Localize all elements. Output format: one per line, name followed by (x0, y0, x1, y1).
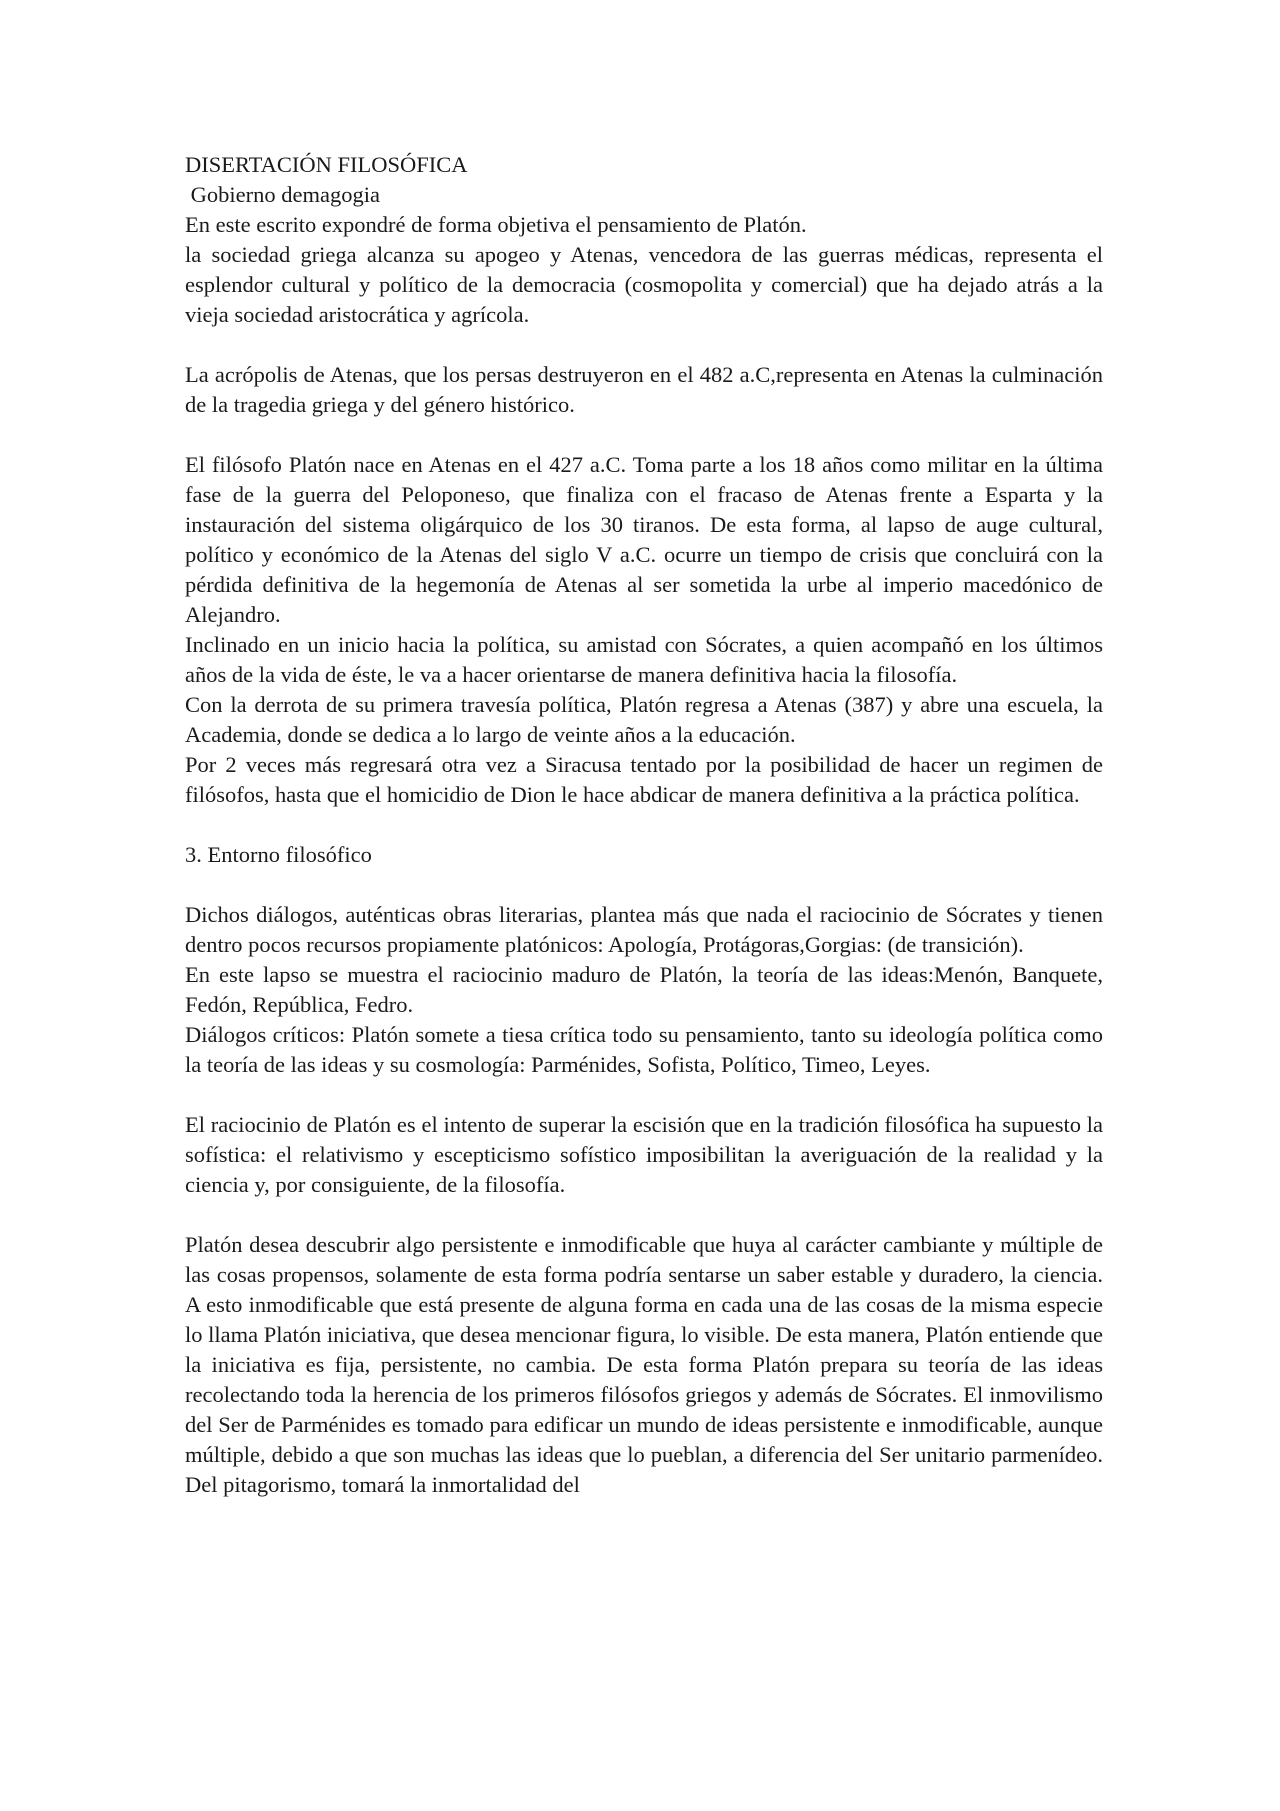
paragraph-gap (185, 420, 1103, 450)
paragraph-critical-dialogues: Diálogos críticos: Platón somete a tiesa crítica todo su pensamiento, tanto su ideología política como la teoría de las ideas y su cosmología: Parménides, Sofista, Político, Timeo, Leyes. (185, 1022, 1103, 1077)
intro-paragraph: En este escrito expondré de forma objetiva el pensamiento de Platón. (185, 212, 807, 237)
paragraph-sophistry: El raciocinio de Platón es el intento de superar la escisión que en la tradición filosófica ha supuesto la sofística: el relativismo y escepticismo sofístico imposibilitan la averiguación de la realidad y la ciencia y, por consiguiente, de la filosofía. (185, 1112, 1103, 1197)
document-page (185, 150, 1103, 1500)
paragraph-mature-dialogues: En este lapso se muestra el raciocinio maduro de Platón, la teoría de las ideas:Menón, Banquete, Fedón, República, Fedro. (185, 962, 1103, 1017)
paragraph-gap (185, 1200, 1103, 1230)
paragraph-society: la sociedad griega alcanza su apogeo y Atenas, vencedora de las guerras médicas, representa el esplendor cultural y político de la democracia (cosmopolita y comercial) que ha dejado atrás a la vieja sociedad aristocrática y agrícola. (185, 242, 1103, 327)
document-title: DISERTACIÓN FILOSÓFICA (185, 152, 468, 177)
document-subtitle: Gobierno demagogia (185, 182, 380, 207)
section-heading: 3. Entorno filosófico (185, 842, 372, 867)
paragraph-gap (185, 870, 1103, 900)
paragraph-theory-of-ideas: Platón desea descubrir algo persistente e inmodificable que huya al carácter cambiante y múltiple de las cosas propensos, solamente de esta forma podría sentarse un saber estable y duradero, la ciencia. A esto inmodificable que está presente de alguna forma en cada una de las cosas de la misma especie lo llama Platón iniciativa, que desea mencionar figura, lo visible. De esta manera, Platón entiende que la iniciativa es fija, persistente, no cambia. De esta forma Platón prepara su teoría de las ideas recolectando toda la herencia de los primeros filósofos griegos y además de Sócrates. El inmovilismo del Ser de Parménides es tomado para edificar un mundo de ideas persistente e inmodificable, aunque múltiple, debido a que son muchas las ideas que lo pueblan, a diferencia del Ser unitario parmenídeo. Del pitagorismo, tomará la inmortalidad del (185, 1232, 1103, 1497)
paragraph-socrates-friendship: Inclinado en un inicio hacia la política, su amistad con Sócrates, a quien acompañó en los últimos años de la vida de éste, le va a hacer orientarse de manera definitiva hacia la filosofía. (185, 632, 1103, 687)
paragraph-acropolis: La acrópolis de Atenas, que los persas destruyeron en el 482 a.C,representa en Atenas la culminación de la tragedia griega y del género histórico. (185, 362, 1103, 417)
paragraph-plato-birth: El filósofo Platón nace en Atenas en el 427 a.C. Toma parte a los 18 años como militar en la última fase de la guerra del Peloponeso, que finaliza con el fracaso de Atenas frente a Esparta y la instauración del sistema oligárquico de los 30 tiranos. De esta forma, al lapso de auge cultural, político y económico de la Atenas del siglo V a.C. ocurre un tiempo de crisis que concluirá con la pérdida definitiva de la hegemonía de Atenas al ser sometida la urbe al imperio macedónico de Alejandro. (185, 452, 1103, 627)
paragraph-gap (185, 330, 1103, 360)
paragraph-gap (185, 810, 1103, 840)
paragraph-early-dialogues: Dichos diálogos, auténticas obras literarias, plantea más que nada el raciocinio de Sócrates y tienen dentro pocos recursos propiamente platónicos: Apología, Protágoras,Gorgias: (de transición). (185, 902, 1103, 957)
paragraph-academy: Con la derrota de su primera travesía política, Platón regresa a Atenas (387) y abre una escuela, la Academia, donde se dedica a lo largo de veinte años a la educación. (185, 692, 1103, 747)
paragraph-syracuse: Por 2 veces más regresará otra vez a Siracusa tentado por la posibilidad de hacer un regimen de filósofos, hasta que el homicidio de Dion le hace abdicar de manera definitiva a la práctica política. (185, 752, 1103, 807)
paragraph-gap (185, 1080, 1103, 1110)
